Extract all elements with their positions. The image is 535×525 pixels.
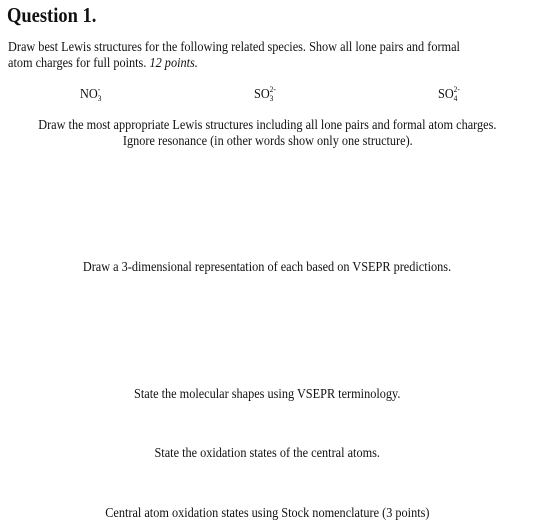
species-sulfate-subscript: 4 bbox=[453, 94, 458, 103]
species-sulfite-base: SO bbox=[254, 86, 270, 101]
species-sulfite-charge: 2- bbox=[269, 85, 276, 94]
lewis-instruction-line-1: Draw the most appropriate Lewis structures including all lone pairs and formal atom charges. bbox=[38, 117, 497, 132]
stock-nomenclature-instruction: Central atom oxidation states using Stock nomenclature (3 points) bbox=[105, 505, 430, 520]
species-sulfate-charge: 2- bbox=[453, 85, 460, 94]
species-sulfite-subscript: 3 bbox=[269, 94, 274, 103]
species-nitrate-subscript: 3 bbox=[97, 94, 102, 103]
species-nitrate-charge: - bbox=[97, 85, 101, 94]
intro-line-1: Draw best Lewis structures for the following related species. Show all lone pairs and formal bbox=[8, 39, 460, 54]
lewis-instruction-line-2: Ignore resonance (in other words show only one structure). bbox=[122, 133, 413, 148]
species-sulfite bbox=[254, 86, 276, 102]
points-label: 12 points. bbox=[149, 55, 198, 70]
species-sulfate-base: SO bbox=[438, 86, 454, 101]
species-nitrate-base: NO bbox=[80, 86, 98, 101]
species-sulfate bbox=[438, 86, 460, 102]
intro-line-2-text: atom charges for full points. bbox=[8, 55, 150, 70]
intro-line-2 bbox=[8, 55, 460, 71]
oxidation-instruction: State the oxidation states of the central atoms. bbox=[154, 445, 381, 460]
three-d-instruction: Draw a 3-dimensional representation of each based on VSEPR predictions. bbox=[83, 259, 452, 274]
question-title: Question 1. bbox=[7, 3, 97, 27]
intro-paragraph bbox=[8, 39, 460, 71]
species-nitrate bbox=[80, 86, 100, 102]
shapes-instruction: State the molecular shapes using VSEPR terminology. bbox=[134, 386, 401, 401]
